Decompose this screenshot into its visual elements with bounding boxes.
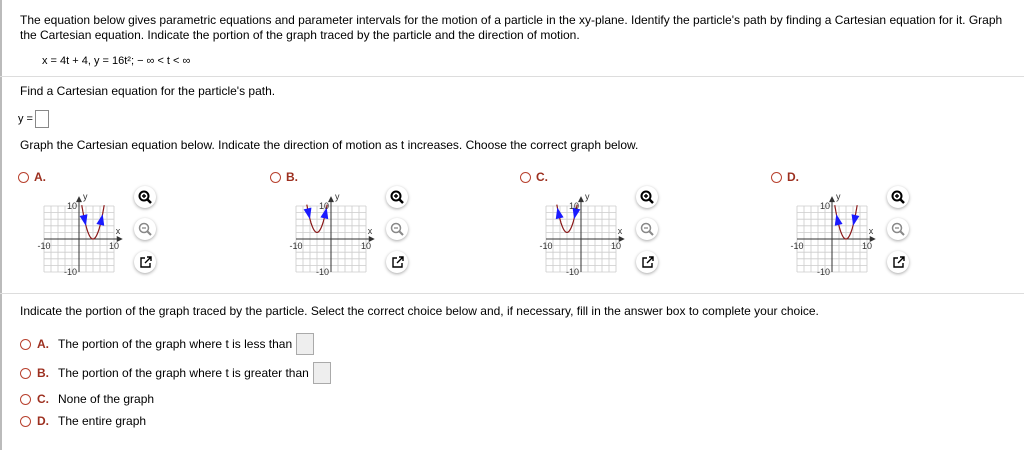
x-axis-label: x [367, 226, 373, 236]
option-text: The entire graph [58, 414, 147, 428]
open-external-icon[interactable] [134, 251, 156, 273]
y-tick-neg10: -10 [63, 267, 77, 277]
radio-a[interactable] [18, 172, 29, 183]
y-tick-10: 10 [819, 201, 830, 211]
zoom-out-icon[interactable] [134, 218, 156, 240]
zoom-in-icon[interactable] [887, 186, 909, 208]
open-external-icon[interactable] [386, 251, 408, 273]
portion-option-b[interactable]: B. The portion of the graph where t is greater than [20, 362, 331, 384]
part3-prompt: Indicate the portion of the graph traced by the particle. Select the correct choice below and, if necessary, fill in the answer box to complete your choice. [20, 304, 819, 318]
t-greater-than-input[interactable] [313, 362, 331, 384]
x-tick-neg10: -10 [790, 241, 804, 251]
y-axis-label: y [836, 191, 841, 202]
x-tick-neg10: -10 [289, 241, 303, 251]
x-tick-10: 10 [360, 241, 372, 251]
zoom-out-icon[interactable] [636, 218, 658, 240]
option-text: The portion of the graph where t is greater than [58, 366, 309, 380]
part2-prompt: Graph the Cartesian equation below. Indicate the direction of motion as t increases. Choose the correct graph below. [20, 138, 639, 152]
option-letter: B. [286, 170, 298, 184]
option-text: The portion of the graph where t is less than [58, 337, 293, 351]
y-tick-neg10: -10 [565, 267, 579, 277]
portion-option-a[interactable]: A. The portion of the graph where t is less than [20, 333, 314, 355]
window-edge [0, 0, 2, 450]
y-tick-neg10: -10 [816, 267, 830, 277]
radio-c[interactable] [520, 172, 531, 183]
radio-d[interactable] [20, 416, 31, 427]
x-axis-label: x [115, 226, 121, 236]
portion-option-c[interactable]: C. None of the graph [20, 392, 154, 406]
graph [783, 188, 883, 280]
option-letter: D. [787, 170, 799, 184]
open-external-icon[interactable] [636, 251, 658, 273]
zoom-out-icon[interactable] [887, 218, 909, 240]
graph [532, 188, 632, 280]
x-tick-10: 10 [108, 241, 120, 251]
radio-c[interactable] [20, 394, 31, 405]
answer-prefix: y = [18, 113, 33, 125]
zoom-in-icon[interactable] [134, 186, 156, 208]
x-tick-neg10: -10 [539, 241, 553, 251]
portion-option-d[interactable]: D. The entire graph [20, 414, 146, 428]
radio-b[interactable] [270, 172, 281, 183]
question-intro: The equation below gives parametric equations and parameter intervals for the motion of a particle in the xy-plane. Identify the particle's path by finding a Cartesian equation for it. Graph the Cartesian equation. Indicate the portion of the graph traced by the particle and the direction of motion. [20, 13, 1003, 42]
x-tick-neg10: -10 [37, 241, 51, 251]
graph [30, 188, 130, 280]
y-axis-label: y [335, 191, 340, 202]
y-tick-10: 10 [318, 201, 329, 211]
option-text: None of the graph [58, 392, 155, 406]
y-tick-neg10: -10 [315, 267, 329, 277]
y-axis-label: y [585, 191, 590, 202]
radio-a[interactable] [20, 339, 31, 350]
y-tick-10: 10 [568, 201, 579, 211]
x-tick-10: 10 [861, 241, 873, 251]
parametric-equation: x = 4t + 4, y = 16t²; − ∞ < t < ∞ [42, 55, 191, 67]
radio-b[interactable] [20, 368, 31, 379]
y-tick-10: 10 [66, 201, 77, 211]
divider [0, 293, 1024, 294]
t-less-than-input[interactable] [296, 333, 314, 355]
radio-d[interactable] [771, 172, 782, 183]
option-letter: C. [536, 170, 548, 184]
divider [0, 76, 1024, 77]
x-axis-label: x [617, 226, 623, 236]
zoom-out-icon[interactable] [386, 218, 408, 240]
open-external-icon[interactable] [887, 251, 909, 273]
option-letter: A. [34, 170, 46, 184]
graph [282, 188, 382, 280]
part1-prompt: Find a Cartesian equation for the particle's path. [20, 84, 276, 98]
cartesian-answer-input[interactable] [35, 110, 49, 128]
x-axis-label: x [868, 226, 874, 236]
zoom-in-icon[interactable] [636, 186, 658, 208]
x-tick-10: 10 [610, 241, 622, 251]
zoom-in-icon[interactable] [386, 186, 408, 208]
y-axis-label: y [83, 191, 88, 202]
